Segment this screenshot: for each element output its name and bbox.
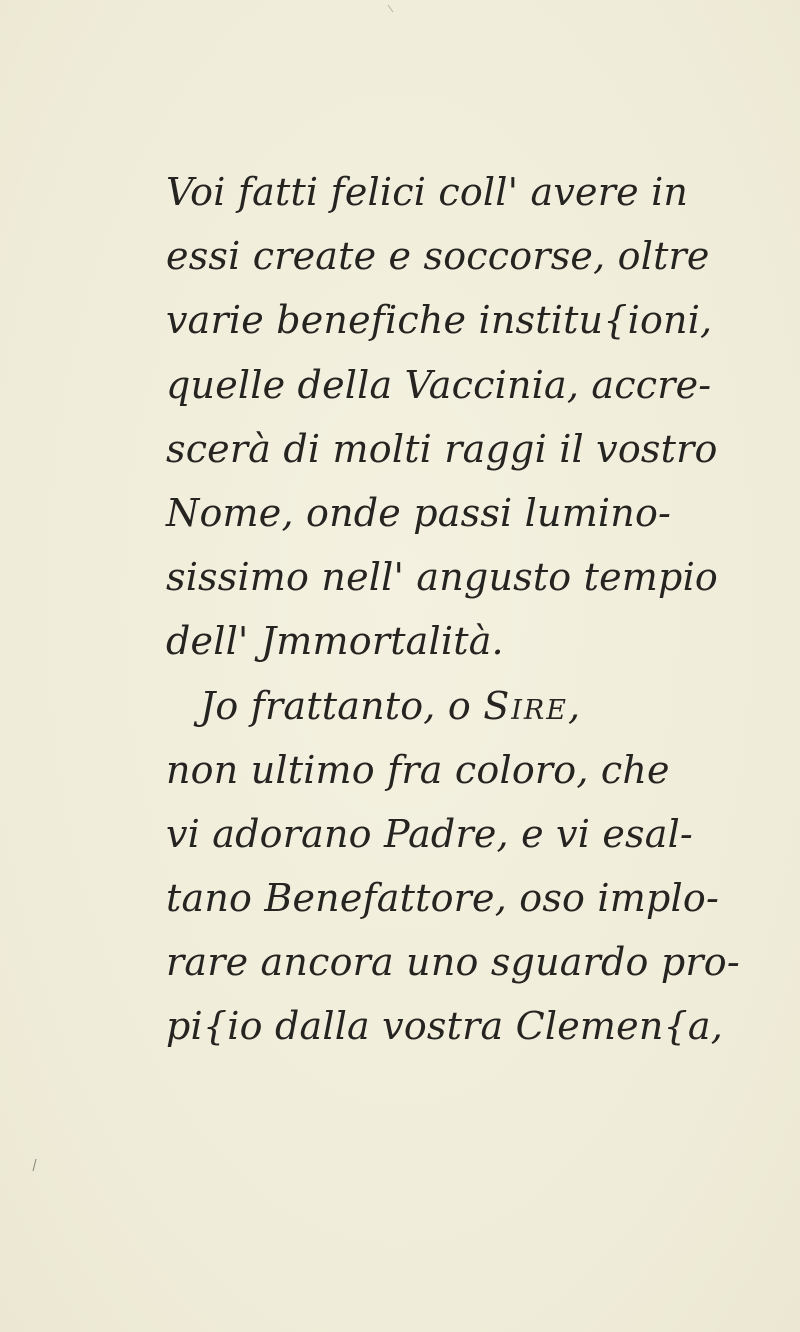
sire-smallcaps: Sire xyxy=(483,683,568,728)
text-line-11: vi adorano Padre, e vi esal- xyxy=(166,811,693,856)
text-line-9 xyxy=(166,674,686,738)
text-line-14: pi{io dalla vostra Clemen{a, xyxy=(166,1004,724,1049)
paper-speck xyxy=(386,4,396,14)
paragraph-start: Jo frattanto, o xyxy=(200,683,484,728)
text-line-1: Voi fatti felici coll' avere in xyxy=(166,170,689,214)
text-line-12: tano Benefattore, oso implo- xyxy=(166,876,720,921)
text-line-5: scerà di molti raggi il vostro xyxy=(166,426,718,471)
text-line-3: varie benefiche institu{ioni, xyxy=(166,298,713,343)
paragraph-comma: , xyxy=(567,683,581,728)
margin-mark xyxy=(30,1158,40,1172)
text-line-2: essi create e soccorse, oltre xyxy=(166,234,710,279)
text-line-7: sissimo nell' angusto tempio xyxy=(166,555,718,600)
text-line-13: rare ancora uno sguardo pro- xyxy=(166,940,740,985)
text-line-4: quelle della Vaccinia, accre- xyxy=(166,362,712,407)
text-block xyxy=(166,160,740,1059)
text-line-10: non ultimo fra coloro, che xyxy=(166,747,670,792)
text-line-8: dell' Jmmortalità. xyxy=(166,619,504,664)
text-line-6: Nome, onde passi lumino- xyxy=(166,490,672,535)
